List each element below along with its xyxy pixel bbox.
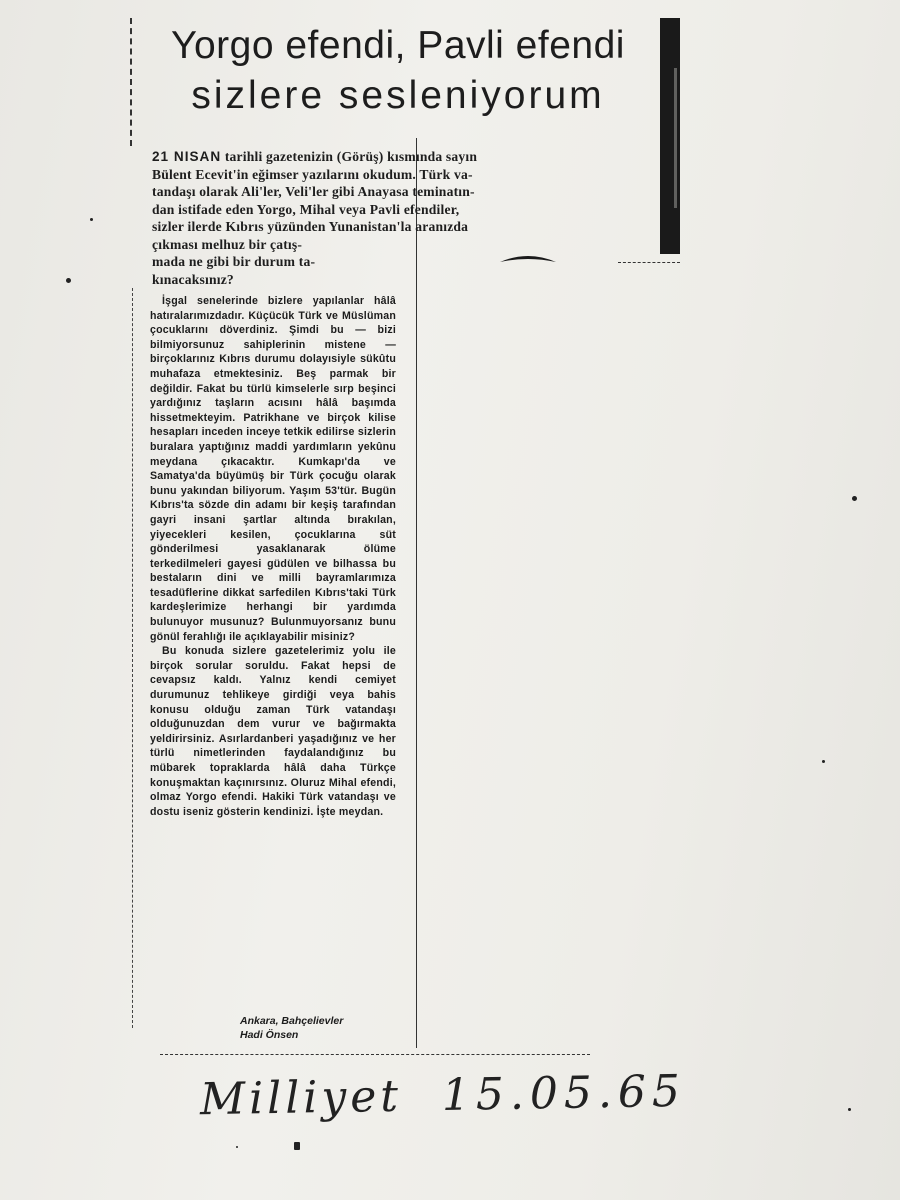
handwritten-annotation bbox=[200, 1066, 687, 1125]
cut-line-bottom bbox=[160, 1054, 590, 1055]
lead-line: sizler ilerde Kıbrıs yüzünden Yunanistan'la aranızda bbox=[152, 219, 469, 234]
cut-line-left bbox=[130, 18, 132, 146]
lead-paragraph bbox=[152, 148, 640, 288]
headline-line-2: sizlere sesleniyorum bbox=[191, 74, 605, 117]
dust-speck bbox=[90, 218, 93, 221]
dust-speck bbox=[294, 1142, 300, 1150]
lead-line: çıkması melhuz bir çatış- bbox=[152, 236, 303, 252]
lead-line: dan istifade eden Yorgo, Mihal veya Pavli efendiler, bbox=[152, 201, 460, 217]
dust-speck bbox=[66, 278, 71, 283]
lead-line-text: tarihli gazetenizin (Görüş) kısmında sayın bbox=[224, 149, 478, 164]
headline bbox=[148, 22, 648, 122]
lead-date: 21 NISAN bbox=[152, 149, 222, 164]
lead-line: tandaşı olarak Ali'ler, Veli'ler gibi Anayasa teminatın- bbox=[152, 184, 475, 199]
handwritten-date: 15.05.65 bbox=[441, 1065, 687, 1122]
printed-column-rule-highlight bbox=[674, 68, 677, 208]
printed-column-rule bbox=[660, 18, 680, 254]
lead-line: Bülent Ecevit'in eğimser yazılarını okudum. Türk va- bbox=[152, 166, 473, 182]
headline-line-1: Yorgo efendi, Pavli efendi bbox=[171, 24, 625, 67]
signature-name: Hadi Önsen bbox=[240, 1029, 299, 1041]
ornament-swash bbox=[498, 252, 558, 266]
dust-speck bbox=[852, 496, 857, 501]
newspaper-clipping bbox=[130, 8, 690, 1068]
body-paragraph: İşgal senelerinde bizlere yapılanlar hâlâ hatıralarımızdadır. Küçücük Türk ve Müslüman çocuklarını döverdiniz. Şimdi bu — bizi bilmiyorsunuz sahiplerinin mistene — birçoklarınız Kıbrıs durumu dolayısiyle sükûtu muhafaza etmektesiniz. Beş parmak bir değildir. Fakat bu türlü kimselerle sırp beşinci yardığınız taşların acısını hâlâ başımda hissetmekteyim. Patrikhane ve birçok kilise hesapları inceden inceye tetkik edilirse sizlerin buralara yaptığınız maddi yardımların yekûnu meydana çıkacaktır. Kumkapı'da ve Samatya'da büyümüş bir Türk çocuğu olarak bunu yakından biliyorum. Yaşım 53'tür. Bugün Kıbrıs'ta sözde din adamı bir keşiş tarafından gayri insani şartlar altında bırakılan, yiyecekleri kesilen, çocuklarına süt gönderilmesi yasaklanarak ölüme terkedilmeleri gayesi güdülen ve bilhassa bu bestaların dini ve milli bayramlarımıza tesadüflerine dikkat sarfedilen Kıbrıs'taki Türk kardeşlerimize herhangi bir yardımda bulunuyor musunuz? Bulunmuyorsanız bunu gönül ferahlığı ile açıklayabilir misiniz? bbox=[150, 295, 396, 643]
article-body bbox=[150, 294, 396, 819]
cut-line-left-lower bbox=[132, 288, 133, 1028]
dust-speck bbox=[236, 1146, 238, 1148]
handwritten-source: Milliyet bbox=[199, 1070, 403, 1126]
lead-line: mada ne gibi bir durum ta- bbox=[152, 254, 316, 269]
body-paragraph: Bu konuda sizlere gazetelerimiz yolu ile birçok sorular soruldu. Fakat hepsi de cevapsız kaldı. Yalnız kendi cemiyet durumunuz tehlikeye girdiği veya bahis konusu olduğu zaman Türk vatandaşı olduğunuzdan dem vurur ve bağırmakta yeldirirsiniz. Asırlardanberi yaşadığınız ve her türlü nimetlerinden faydalandığınız bu mübarek topraklarda hâlâ daha Türkçe konuşmaktan kaçınırsınız. Oluruz Mihal efendi, olmaz Yorgo efendi. Hakiki Türk vatandaşı ve dostu iseniz gösterin kendinizi. İşte meydan. bbox=[150, 645, 396, 818]
dust-speck bbox=[848, 1108, 851, 1111]
lead-line: kınacaksınız? bbox=[152, 271, 234, 287]
dust-speck bbox=[822, 760, 825, 763]
lead-line bbox=[152, 148, 640, 166]
author-signature bbox=[240, 1014, 400, 1042]
signature-place: Ankara, Bahçelievler bbox=[240, 1015, 344, 1027]
